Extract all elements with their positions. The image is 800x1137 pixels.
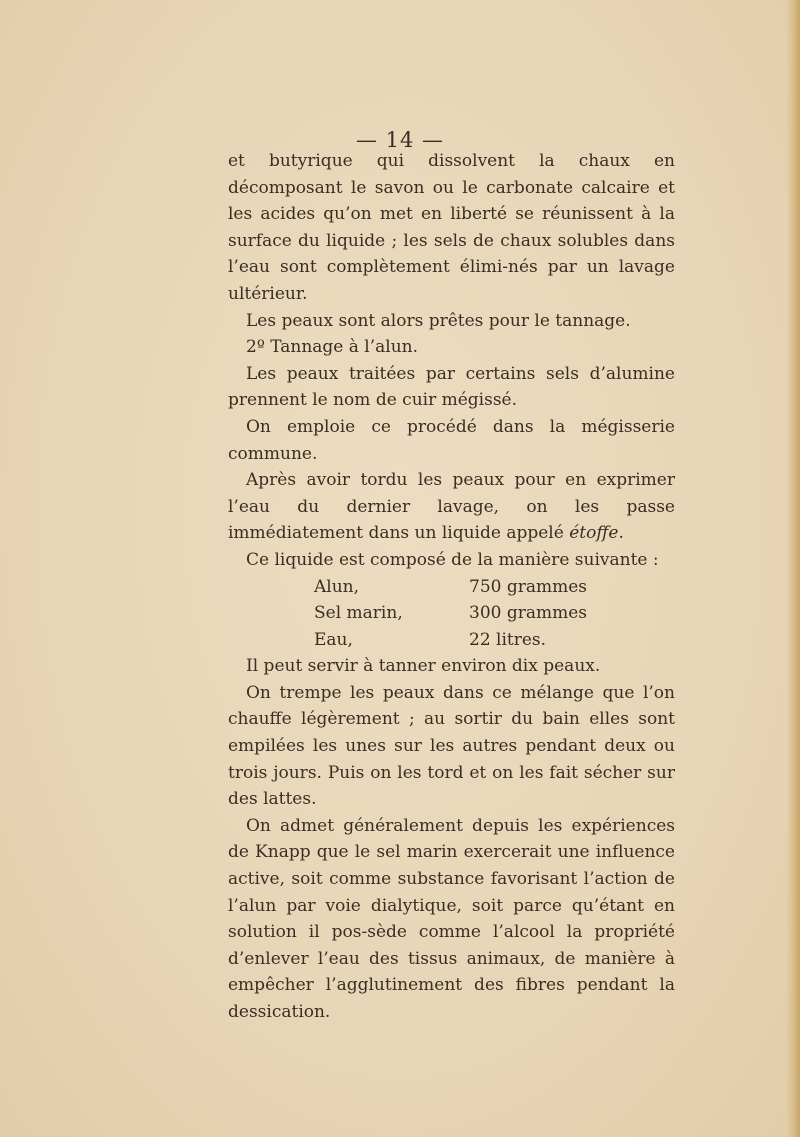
section-heading: 2º Tannage à l’alun. — [246, 337, 419, 358]
recipe-quantity: 750 grammes — [469, 576, 588, 597]
paragraph-6 — [228, 467, 675, 547]
recipe-row — [228, 627, 675, 654]
paragraph-7: Ce liquide est composé de la manière suivante : — [246, 549, 659, 570]
paragraph-2: Les peaux sont alors prêtes pour le tannage. — [246, 310, 631, 331]
recipe-row — [228, 574, 675, 601]
paragraph-6-end: . — [618, 523, 624, 544]
paragraph-6-term: étoffe — [569, 523, 619, 544]
paragraph-8: Il peut servir à tanner environ dix peaux. — [246, 656, 601, 677]
body-text — [228, 148, 675, 1026]
recipe-list — [228, 574, 675, 654]
recipe-row — [228, 600, 675, 627]
paragraph-4: Les peaux traitées par certains sels d’alumine prennent le nom de cuir mégissé. — [228, 363, 675, 411]
paragraph-6-text: Après avoir tordu les peaux pour en exprimer l’eau du dernier lavage, on les passe immédiatement dans un liquide appelé — [228, 470, 675, 544]
recipe-ingredient: Alun, — [314, 576, 360, 597]
recipe-ingredient: Sel marin, — [314, 603, 403, 624]
paragraph-1: et butyrique qui dissolvent la chaux en décomposant le savon ou le carbonate calcaire et les acides qu’on met en liberté se réunissent à la surface du liquide ; les sels de chaux solubles dans l’eau sont complètement élimi-nés par un lavage ultérieur. — [228, 151, 675, 304]
paragraph-10: On admet généralement depuis les expériences de Knapp que le sel marin exercerait une influence active, soit comme substance favorisant l’action de l’alun par voie dialytique, soit parce qu’étant en solution il pos-sède comme l’alcool la propriété d’enlever l’eau des tissus animaux, de manière à empêcher l’agglutinement des fibres pendant la dessication. — [228, 815, 675, 1022]
paragraph-9: On trempe les peaux dans ce mélange que l’on chauffe légèrement ; au sortir du bain elles sont empilées les unes sur les autres pendant deux ou trois jours. Puis on les tord et on les fait sécher sur des lattes. — [228, 682, 675, 810]
paragraph-5: On emploie ce procédé dans la mégisserie commune. — [228, 416, 675, 464]
recipe-quantity: 300 grammes — [469, 603, 588, 624]
recipe-ingredient: Eau, — [314, 629, 353, 650]
recipe-quantity: 22 litres. — [469, 629, 547, 650]
page-edge — [786, 0, 800, 1137]
page-number: — 14 — — [355, 128, 445, 152]
